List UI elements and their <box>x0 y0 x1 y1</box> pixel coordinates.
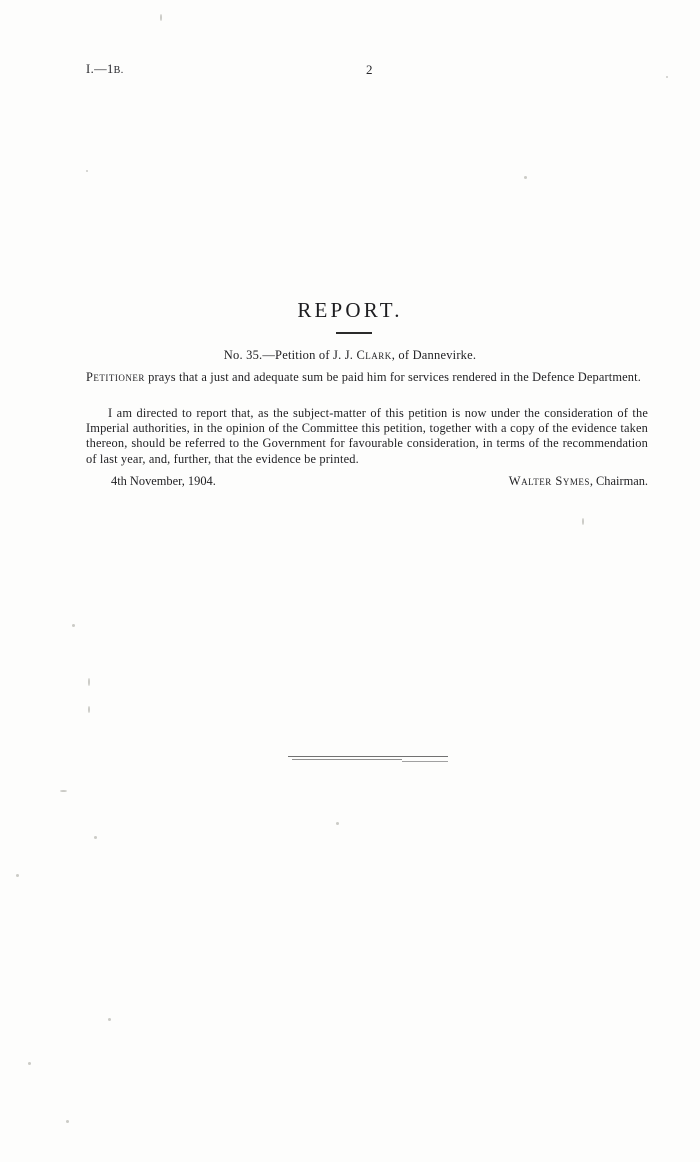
scan-speck <box>28 1062 31 1065</box>
petition-subtitle-suffix: , of Dannevirke. <box>391 348 477 362</box>
paragraph-petitioner <box>86 370 648 385</box>
scan-speck <box>88 678 90 686</box>
chairman-name: Walter Symes <box>508 474 590 488</box>
scan-speck <box>666 76 668 78</box>
page-title: REPORT. <box>297 298 403 322</box>
scan-speck <box>582 518 584 525</box>
paragraph-petitioner-text: prays that a just and adequate sum be paid him for services rendered in the Defence Department. <box>144 370 641 384</box>
scan-speck <box>108 1018 111 1021</box>
document-reference <box>86 62 124 77</box>
scan-speck <box>88 706 90 713</box>
bottom-divider-line-1 <box>288 756 448 757</box>
petitioner-surname: Clark <box>356 348 392 362</box>
bottom-divider-line-3 <box>402 761 448 762</box>
paragraph-petitioner-lead: Petitioner <box>86 370 145 384</box>
scan-speck <box>72 624 75 627</box>
document-reference-suffix: B. <box>113 65 124 76</box>
scan-speck <box>86 170 88 172</box>
scan-speck <box>94 836 97 839</box>
page-number: 2 <box>366 62 373 77</box>
scan-speck <box>524 176 527 179</box>
chairman-role: , Chairman. <box>589 474 648 488</box>
scan-speck <box>60 790 67 792</box>
document-reference-main: I.—1 <box>86 62 114 76</box>
scan-speck <box>66 1120 69 1123</box>
bottom-divider-line-2 <box>292 759 402 760</box>
page-header <box>86 62 626 80</box>
paragraph-recommendation-text: I am directed to report that, as the subject-matter of this petition is now under the consideration of the Imperial authorities, in the opinion of the Committee this petition, together with a copy of the evidence taken thereon, should be referred to the Government for favourable consideration, in terms of the recommendation of last year, and, further, that the evidence be printed. <box>86 406 648 466</box>
title-divider <box>336 332 372 334</box>
chairman-signature <box>509 474 648 489</box>
scan-speck <box>16 874 19 877</box>
petition-subtitle-prefix: No. 35.—Petition of J. J. <box>223 348 357 362</box>
petition-subtitle <box>0 348 700 363</box>
scan-speck <box>336 822 339 825</box>
scan-speck <box>160 14 162 21</box>
report-date: 4th November, 1904. <box>111 474 216 488</box>
bottom-divider <box>288 754 448 764</box>
paragraph-recommendation <box>86 406 648 467</box>
